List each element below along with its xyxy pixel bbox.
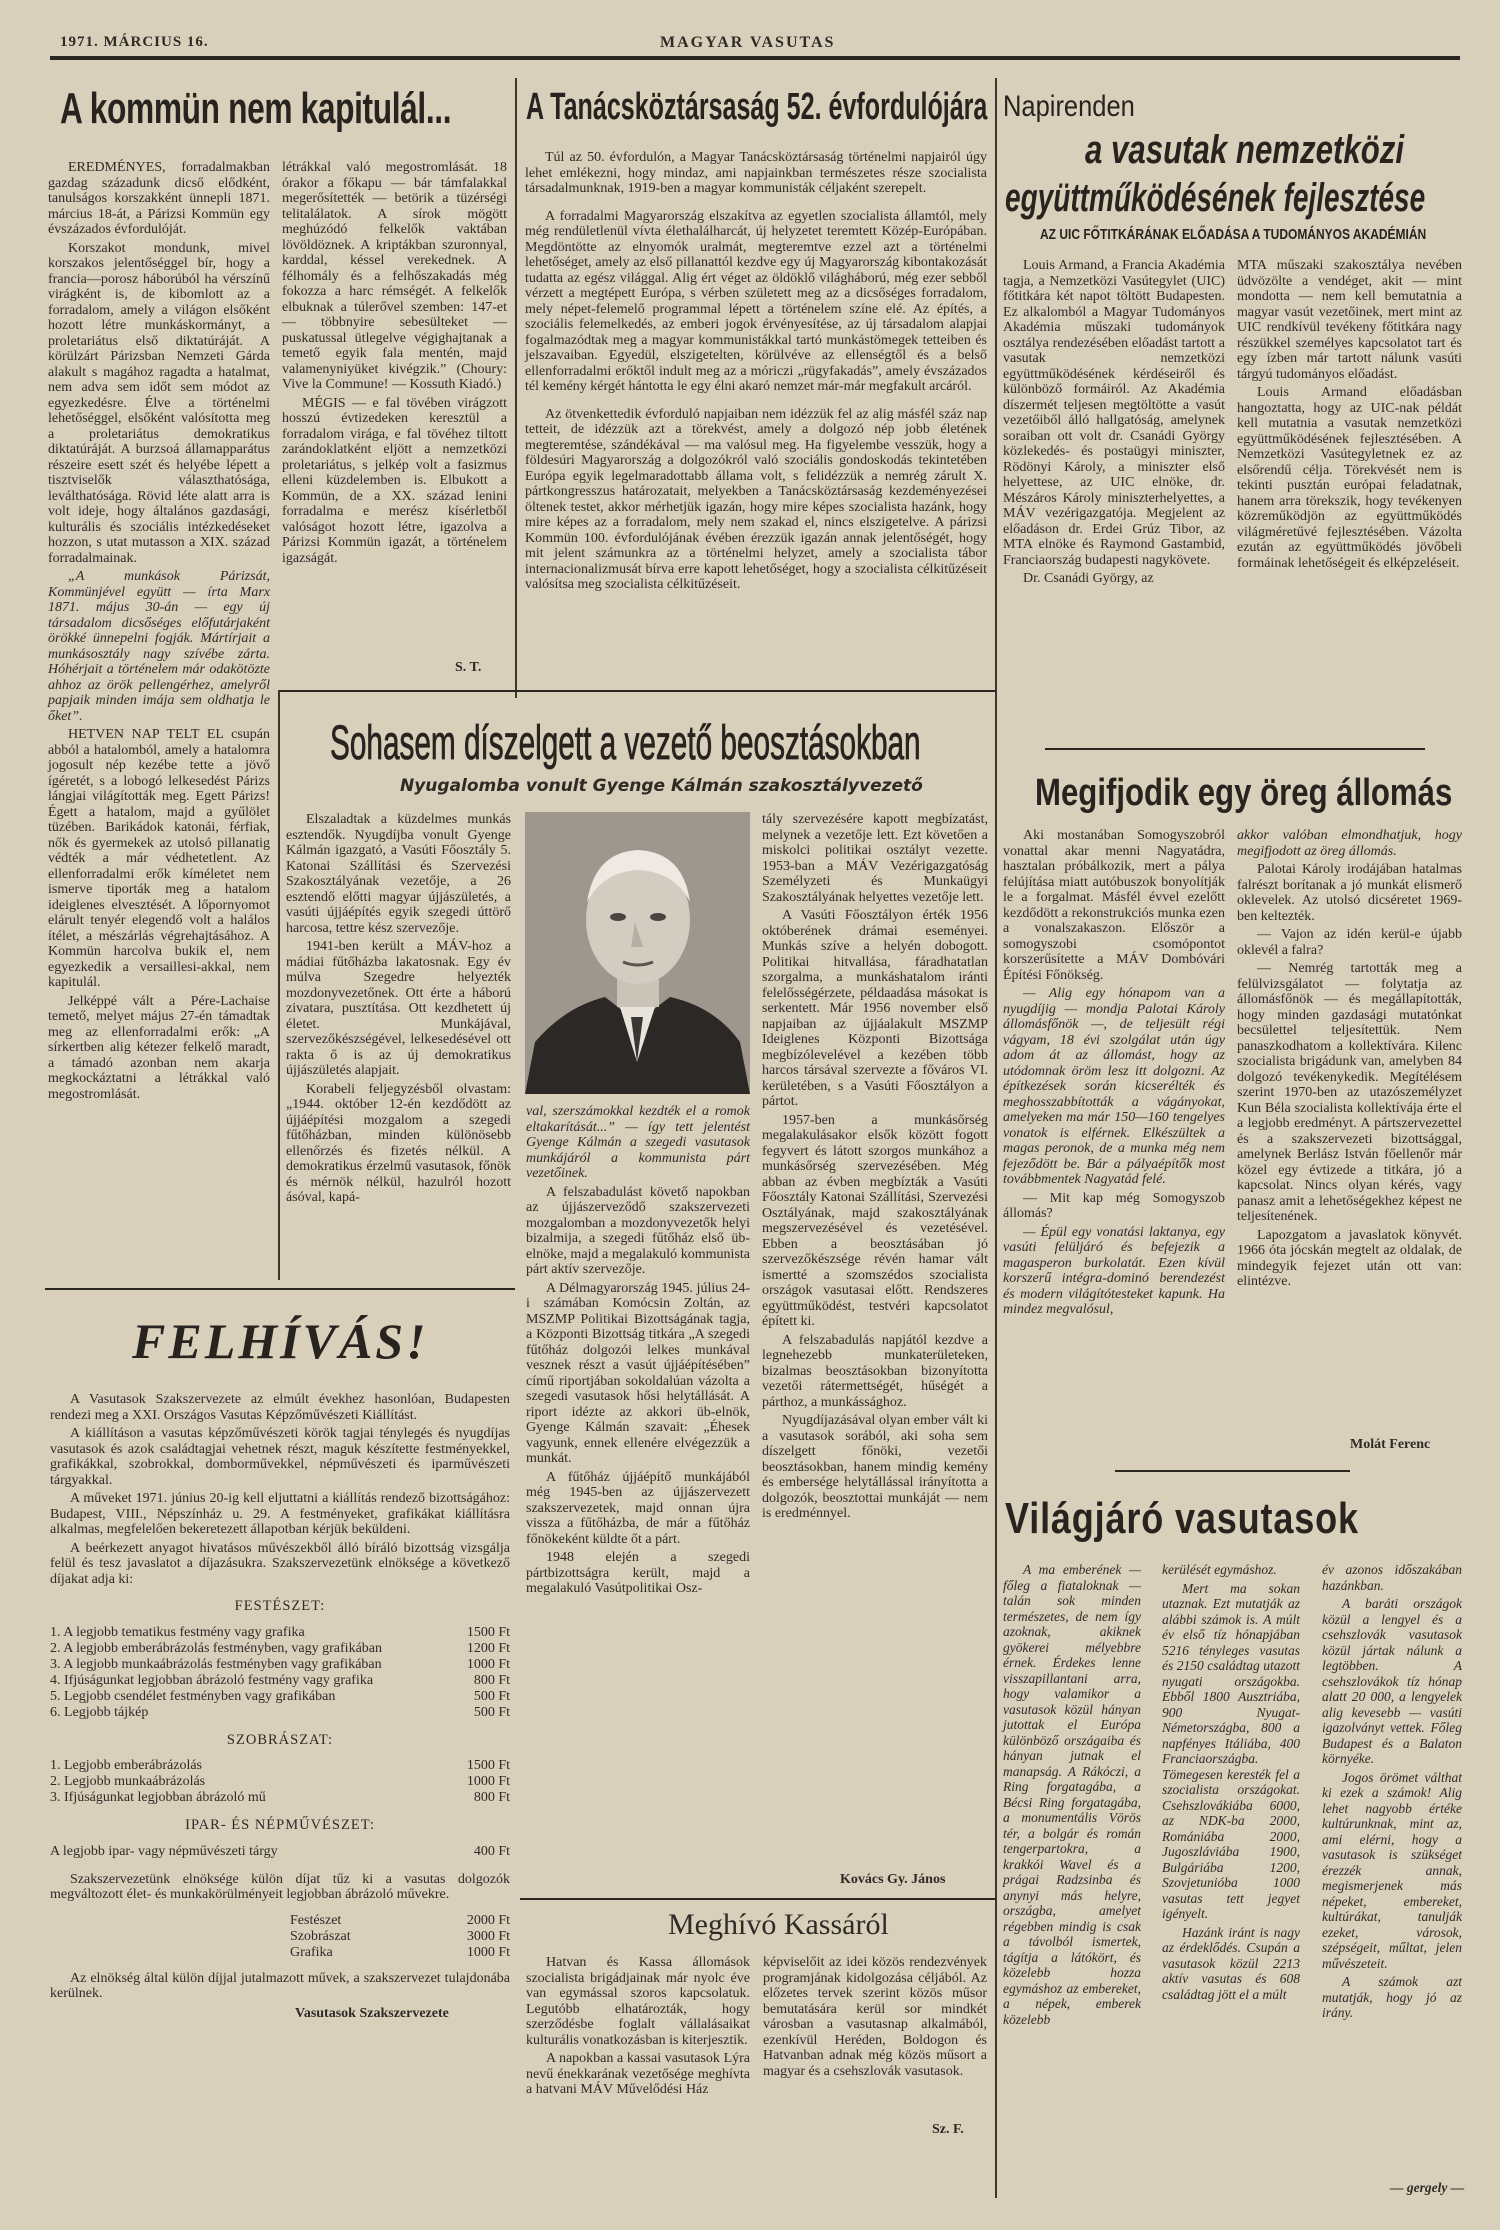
paragraph: HETVEN NAP TELT EL csupán abból a hatalomból, amely a hatalomra jogosult nép kezébe tette a jövő ígéretét, s a lobogó lelkesedést Párizs lángjai világították meg. Egett Párizs! Égett a hatalom, majd a gyűlölet tüzében. Barikádok katonái, férfiak, nők és gyermekek az utolsó pillanatig védték a már védhetetlent. Az ellenforradalmi erők kíméletet nem ismerve tiporták meg a hatalom ideiglenes elvesztését. A lőpornyomot elárult tenyér elegendő volt a halálos ítélet, a mészárlás végrehajtásához. A Kommün harcolva bukik el, nem egyezkedik a versaillesi-akkal, nem kapitulál. [48,727,270,990]
napirenden-headline-1: a vasutak nemzetközi [1085,128,1405,172]
paragraph: A Vasúti Főosztályon érték 1956 októberének drámai eseményei. Munkás szíve a helyén dobogott. Politikai hitvallása, fáradhatatlan szorgalma, a munkáshatalom iránti felelősségérzete, példaadása másokat is serkentett. Már 1956 november első napjaiban az újjáalakult MSZMP Ideiglenes Központi Bizottsága megbízólevelével a kezében több harcos társával szervezte a főváros VI. kerületében, s a Vasúti Főosztályon a pártot. [762,908,988,1109]
prize-amount: 1000 Ft [466,1774,510,1789]
prize-row [50,1689,510,1705]
paragraph: A számok azt mutatják, hogy jó az irány. [1322,1974,1462,2020]
prize-amount: 1000 Ft [466,1656,510,1672]
prize-amount: 1200 Ft [466,1640,510,1656]
prize-amount: 2000 Ft [466,1912,510,1928]
paragraph: Az ötvenkettedik évforduló napjaiban nem idézzük fel az alig másfél száz nap tetteit, de idézzük azt a törekvést, amely a dolgozó nép jobb életének megteremtése, szándékával — ma valósul meg. Ha figyelembe vesszük, hogy a földesúri Magyarország a dolgozókról való szociális gondoskodás tekintetében Európa egyik legelmaradottabb állama volt, s felidézzük a nemrég zárult X. pártkongresszus határozatait, melyekben a Tanácsköztársaság kezdeményezései öltenek testet, akkor mérhetjük igazán, hogy mire képes szocialista hazánk, hogy mire képes az a forradalom, mely nem szakad el, nincs elszigetelve. A párizsi Kommün 100. évfordulójának évében érezzük igazán annak jelentőségét, hogy mit jelent számunkra az a történelmi helyzet, amely a szocialista tábor internacionalizmusát bírva erre kapott lehetőséget, hogy a szocialista célkitűzéseit valósítsa meg szocialista célkitűzéseit. [525,406,987,592]
tanacs-body [525,150,987,596]
napirenden-headline-2: együttműködésének fejlesztése [1005,176,1426,220]
paragraph: 1957-ben a munkásőrség megalakulásakor elsők között fogott fegyvert és látott szorgos munkához a munkásőrség szervezésében. Még abban az évben megbízták a Vasúti Főosztály Katonai Szállítási, Szervezési Osztályának, majd szakosztályának megszervezésével és vezetésével. Ebben a beosztásában jó szervezőkészsége révén hamar vált ismertté a szomszédos szocialista országok vasutasai előtt. Rendszeres együttműködést, testvéri kapcsolatot épített ki. [762,1112,988,1329]
prize-row [50,1641,510,1657]
prize-amount: 500 Ft [473,1688,510,1704]
paragraph: A felszabadulás napjától kezdve a legnehezebb munkaterületeken, bizalmas beosztásokban bizonyította vezetői rátermettségét, hűségét a párthoz, a munkássághoz. [762,1332,988,1410]
paragraph: Szakszervezetünk elnöksége külön díjat tűz ki a vasutas dolgozók megváltozott élet- és munkakörülményeit legjobban ábrázoló művekre. [50,1871,510,1902]
prize-row [50,1705,510,1721]
prize-label: 4. Ifjúságunkat legjobban ábrázoló festmény vagy grafika [50,1672,374,1688]
paragraph: A műveket 1971. június 20-ig kell eljuttatni a kiállítás rendező bizottságához: Budapest, VIII., Népszínház u. 29. A festményeket, grafikákat kiállításra alkalmas, megfelelően bekeretezett állapotban kérjük beküldeni. [50,1491,510,1537]
felhivas-headline: FELHÍVÁS! [132,1313,429,1369]
prize-amount: 1500 Ft [466,1624,510,1640]
paragraph: A fűtőház újjáépítő munkájából még 1945-ben az újjászervezett szakszervezetek, majd onnan újra vissza a fűtőházba, de már a fűtőház főnökeként küldte őt a párt. [526,1469,750,1547]
prize-amount: 800 Ft [473,1790,510,1805]
megifjodik-column-1 [1003,828,1225,1321]
vilagjaro-column-1 [1003,1562,1141,2030]
felhivas-body [50,1392,510,2021]
prize-label: 3. A legjobb munkaábrázolás festményben vagy grafikában [50,1656,382,1672]
prize-row [50,1758,510,1774]
paragraph: val, szerszámokkal kezdték el a romok eltakarítását...” — így tett jelentést Gyenge Kálmán a szegedi vasutasok munkájáról a kommunista párt vezetőinek. [526,1104,750,1181]
prize-amount: 400 Ft [473,1843,510,1859]
paragraph: A beérkezett anyagot hivatásos művészekből álló bíráló bizottság vizsgálja felül és tesz javaslatot a díjazásukra. Szakszervezetünk elnöksége a következő díjakat adja ki: [50,1540,510,1587]
paragraph: — Vajon az idén kerül-e újabb oklevél a falra? [1237,927,1462,958]
festeszet-heading: FESTÉSZET: [234,1598,326,1614]
prize-label: 3. Ifjúságunkat legjobban ábrázoló mű [50,1790,266,1805]
prize-label: 1. Legjobb emberábrázolás [50,1758,202,1773]
meghivo-column-1 [526,1955,750,2101]
paragraph: — Épül egy vonatási laktanya, egy vasúti felüljáró és befejezik a magasperon burkolatát. Ezen kívül korszerű intégra-dominó berendezést és modern világítótesteket kapunk. Ha mindez megvalósul, [1003,1224,1225,1317]
column-divider [995,78,997,2198]
megifjodik-signature: Molát Ferenc [1350,1437,1431,1452]
napirenden-subhead: AZ UIC FŐTITKÁRÁNAK ELŐADÁSA A TUDOMÁNYOS AKADÉMIÁN [1040,226,1427,243]
paragraph: Jelképpé vált a Pére-Lachaise temető, melyet május 27-én támadtak meg az ellenforradalmi erők: „A sírkertben alig kétezer felkelő maradt, a támadó azonban nem akarja megkockáztatni a létrákkal való megostromlását. [48,993,270,1102]
paragraph: Mert ma sokan utaznak. Ezt mutatják az alábbi számok is. A múlt év első tíz hónapjában 5216 tényleges vasutas és 2150 családtag utazott nyugati országokba. Ebből 1800 Ausztriába, 900 Nyugat-Németországba, 800 a napfényes Itáliába, 400 Franciaországba. Tömegesen keresték fel a szocialista országokat. Csehszlovákiába 6000, az NDK-ba 2000, Romániába 2000, Jugoszláviába 1900, Bulgáriába 1200, Szovjetunióba 1000 vasutas tett jegyet igényelt. [1162,1580,1300,1921]
sohasem-headline: Sohasem díszelgett a vezető beosztásokban [330,717,921,770]
masthead-rule [50,56,1460,60]
paragraph: A kiállításon a vasutas képzőművészeti körök tagjai ténylegés és nyugdíjas vasutasok és azok családtagjai vehetnek részt, maguk készítette festményekkel, grafikákkal, szobrokkal, domborművekkel, népművészeti és iparművészeti tárgyakkal. [50,1426,510,1488]
prize-row [50,1790,510,1806]
paragraph: Louis Armand, a Francia Akadémia tagja, a Nemzetközi Vasútegylet (UIC) főtitkára két napot töltött Budapesten. Ez alkalomból a Magyar Tudományos Akadémia műszaki tudományok osztálya rendezésében előadást tartott a vasutak nemzetközi együttműködésének kérdéseiről és különböző formáiról. Az Akadémia díszermét teljesen megtöltötte a vasút vezetőiből álló hallgatóság, amelynek soraiban ott volt dr. Csanádi György közlekedés- és postaügyi miniszter, Rödönyi Károly, a miniszter első helyettese, az UIC elnöke, dr. Mészáros Károly miniszterhelyettes, a MÁV vezérigazgatója. Megjelent az előadáson dr. Erdei Grúz Tibor, az MTA elnöke és Raymond Gastambid, Franciaország budapesti nagykövete. [1003,258,1225,568]
portrait-photo [525,812,750,1094]
paragraph: képviselőit az idei közös rendezvények programjának kidolgozása céljából. Az előzetes tervek szerint közös műsor bemutatására kerül sor mindkét városban a vasutasnap alkalmából, ezenkívül Heréden, Boldogon és Hatvanban adnak még közös műsort a magyar és a csehszlovák vasutasok. [763,1955,987,2079]
paragraph: A ma emberének — főleg a fiataloknak — talán sok minden természetes, de nem így azoknak, akiknek gyökerei mélyebbre érnek. Érdekes lenne visszapillantani arra, hogy valamikor a vasutasok közül hányan jutottak el Európa különböző országaiba és hányan jutnak el manapság. A Rákóczi, a Ring forgatagába, a Bécsi Ring forgatagába, a monumentális Vörös tér, a bolgár és román tengerpartokra, a krakkói Wavel és a prágai Radzsinba és anynyi más helyre, országba, amelyet régebben mindig is csak a távolból ismertek, tágítja a látókört, és közelebb hozza egymáshoz az embereket, a népek, emberek közelebb [1003,1562,1141,2027]
prize-label: 6. Legjobb tájkép [50,1704,149,1720]
paragraph: akkor valóban elmondhatjuk, hogy megifjodott az öreg állomás. [1237,828,1462,859]
paragraph: — Mit kap még Somogyszob állomás? [1003,1190,1225,1221]
sohasem-column-1 [286,812,511,1209]
paragraph: kerülését egymáshoz. [1162,1562,1277,1577]
newspaper-title: MAGYAR VASUTAS [660,34,836,51]
issue-date: 1971. MÁRCIUS 16. [60,34,209,50]
kommun-column-1 [48,160,270,1105]
ipar-heading: IPAR- ÉS NÉPMŰVÉSZET: [185,1817,375,1833]
paragraph: év azonos időszakában hazánkban. [1322,1562,1462,1593]
box-rule-left [278,690,280,1280]
prize-amount: 800 Ft [473,1672,510,1688]
paragraph: Aki mostanában Somogyszobról vonattal akar menni Nagyatádra, hasztalan próbálkozik, mert a pálya felújítása miatt autóbuszok bonyolítják le a forgalmat. Másfél évvel ezelőtt kezdődött a rekonstrukciós munka ezen a vonalszakaszon. Először a somogyszobi csomópontot korszerűsítette a MÁV Dombóvári Építési Főnökség. [1003,828,1225,983]
paragraph: Hazánk iránt is nagy az érdeklődés. Csupán a vasutasok közül 2213 aktív vasutas és 608 családtag jött el a múlt [1162,1924,1300,2002]
box-rule-top [280,690,995,692]
paragraph: létrákkal való megostromlását. 18 órakor a főkapu — bár támfalakkal megerősítették — betörik a tüzérségi telitalálatok. A sírok mögött meghúzódó felkelők vaktában lövöldöznek. A kriptákban szuronnyal, karddal, késsel verekednek. A félhomály és a felhőszakadás még fokozza a harc rémségét. A felkelők elbuknak a túlerővel szemben: 147-et — többnyire sebesülteket — puskatussal ütlegelve végighajtanak a temető egyik fala mentén, majd valamenyniyüket kivégzik.” (Choury: Vive la Commune! — Kossuth Kiadó.) [282,160,507,392]
paragraph: 1948 elején a szegedi pártbizottságra került, majd a megalakuló Vasútpolitikai Osz- [526,1550,750,1596]
napirenden-column-1 [1003,258,1225,590]
prize-row [290,1929,510,1945]
kommun-signature: S. T. [455,660,482,675]
prize-row [290,1913,510,1929]
paragraph: EREDMÉNYES, forradalmakban gazdag századunk dicső elődként, tanulságos korszakként ünnepli 1871. március 18-át, a Párizsi Kommün egy évszázados évfordulóját. [48,160,270,237]
sohasem-subhead: Nyugalomba vonult Gyenge Kálmán szakosztályvezető [400,776,923,796]
prize-amount: 1500 Ft [466,1758,510,1773]
paragraph: MTA műszaki szakosztálya nevében üdvözölte a vendéget, akit — mint mondotta — nem kell bemutatnia a magyar vasút vezetőinek, mert mint az UIC rendkívül tevékeny főtitkára nagy részükkel személyes kapcsolatot tart és egy ízben már tartott nálunk vasúti tárgyú tudományos előadást. [1237,258,1462,382]
prize-row [50,1625,510,1641]
prize-amount: 1000 Ft [466,1944,510,1960]
sohasem-column-3 [762,812,988,1525]
paragraph: A Vasutasok Szakszervezete az elmúlt évekhez hasonlóan, Budapesten rendezi meg a XXI. Országos Vasutas Képzőművészeti Kiállítást. [50,1392,510,1423]
prize-label: Szobrászat [290,1928,351,1944]
paragraph: A forradalmi Magyarország elszakítva az egyetlen szocialista államtól, mely még rendületlenül vívta élethalálharcát, új helyzetet teremtett Közép-Európában. Megdöntötte az elnyomók uralmát, megteremtve ezzel azt a történelmi lehetőséget, amely az első pillanattól kezdve egy új Magyarország kibontakozását tudatta az egész világgal. Alig ért véget az öldöklő világháború, még ezer sebből vérzett a megtépett Európa, s vérben született meg az a dicsőséges forradalom, mely népet-felemelő programmal lépett a történelem színe elé. Az építés, a szociális felemelkedés, az emberi jogok érvényesítése, az új társadalom alapjai fogalmazódtak meg a magyar kommunistákkal tartó munkástömegek tetteiben és jelszavaiban. Egyedül, elszigetelten, körülvéve az ellenségtől és a belső ellenforradalmi erőktől indult meg az a móriczi „rügyfakadás”, amely évszázados tél kemény kérgét hántotta le egy élni akaró nemzet már-már megfakult arcáról. [525,208,987,394]
sohasem-signature: Kovács Gy. János [840,1872,946,1887]
felhivas-signature: Vasutasok Szakszervezete [295,2005,449,2021]
tanacs-headline: A Tanácsköztársaság 52. évfordulójára [526,86,988,128]
szobraszat-heading: SZOBRÁSZAT: [226,1731,334,1748]
prize-label: Grafika [290,1944,333,1960]
meghivo-column-2 [763,1955,987,2082]
napirenden-kicker: Napirenden [1003,90,1135,123]
vilagjaro-headline: Világjáró vasutasok [1005,1494,1359,1543]
paragraph: — Nemrég tartották meg a felülvizsgálatot — folytatja az állomásfőnök — és megállapították, hogy minden gazdasági mutatónkat becsülettel teljesítettük. Nem panaszkodhatom a kollektívára. Kilenc szocialista brigádunk van, amelyben 84 dolgozó tevékenykedik. Megítélésem szerint 1970-ben az utazószemélyzet Kun Béla szocialista kollektívája érte el a legjobb eredményt. A pártszervezettel és a szakszervezeti bizottsággal, amelynek Berlász István főellenőr már közel egy évtizede a titkára, jó a kapcsolat. Nincs olyan kérés, vagy panasz amit a lehetőségekhez képest ne teljesítenének. [1237,961,1462,1224]
paragraph: Korszakot mondunk, mivel korszakos jelentőséggel bír, hogy a francia—porosz háborúból ha vérszínű virágként is, de kibomlott az a forradalom, amely a világon elsőként hozott létre munkáskormányt, a proletariátus első diktatúráját. A körülzárt Párizsban Nemzeti Gárda alakult s magához ragadta a hatalmat, nem adva sem időt sem módot az egyezkedésre. Élve a történelmi lehetőséggel, elsőként valósította meg a proletariátus demokratikus diktatúráját. A burzsoá államapparátus részeire esett szét és helyébe lépett a tisztviselők választhatósága, leválthatósága. Rövid léte alatt arra is volt ideje, hogy általános gazdasági, kulturális és szociális intézkedéseket hozzon, s utat mutasson a XIX. század forradalmainak. [48,240,270,566]
special-prize-list [290,1913,510,1961]
paragraph: Jogos örömet válthat ki ezek a számok! Alig lehet nagyobb értéke kultúrunknak, mint az, ami elérni, hogy a vasutasok is szükséget érezzék annak, megismerjenek más népeket, embereket, kultúrákat, tanulják ezeket, városok, szépségeit, műltat, jelen művészeteit. [1322,1769,1462,1971]
prize-row [50,1774,510,1790]
paragraph: Hatvan és Kassa állomások szocialista brigádjainak már nyolc éve van egymással szoros kapcsolatuk. Legutóbb elhatározták, hogy szerződésbe foglalt vállalásaikat kulturális vonatkozásban is kiterjesztik. [526,1955,750,2048]
paragraph: — Alig egy hónapom van a nyugdíjig — mondja Palotai Károly állomásfőnök —, de teljesült régi vágyam, 18 évi szolgálat után úgy adom át az állomást, hogy az utódomnak öröm lesz itt dolgozni. Az építkezések során kicserélték és meghosszabbították a vágányokat, amelyeken ma már 150—160 tengelyes vonatok is elférnek. Elkészültek a magas peronok, de a munka még nem fejeződött be. Bár a pályaépítők most továbbmentek Nagyatád felé. [1003,986,1225,1187]
paragraph: Nyugdíjazásával olyan ember vált ki a vasutasok sorából, aki soha sem díszelgett főnöki, vezetői beosztásokban, hanem mindig kemény és embersége helytállással irányította a dolgozók, beosztottai munkáját — nem is eredménnyel. [762,1413,988,1521]
section-rule [1045,748,1425,750]
prize-label: Festészet [290,1912,342,1928]
paragraph: Korabeli feljegyzésből olvastam: „1944. október 12-én kezdődött az újjáépítési mozgalom a szegedi fűtőházban, minden különösebb ellenőrzés és fizetés nélkül. A demokratikus érzelmű vasutasok, főnök és mérnök nélkül, hazulról hozott ásóval, kapá- [286,1081,511,1205]
festeszet-prize-list [50,1625,510,1721]
prize-label: 2. A legjobb emberábrázolás festményben, vagy grafikában [50,1640,382,1656]
paragraph: Louis Armand előadásban hangoztatta, hogy az UIC-nak példát kell mutatnia a vasutak nemzetközi együttműködésének fejlesztésében. A Nemzetközi Vasútegyletnek ez az elsőrendű célja. Törekvését nem is tekinti pusztán európai feladatnak, hanem arra törekszik, hogy tevékenyen közreműködjön az együttműködés világméretűvé fejlesztésében. Vázolta ezután az együttműködés jövőbeli formáinak lehetőségeit és elképzeléseit. [1237,385,1462,571]
prize-row [290,1945,510,1961]
portrait-icon [525,812,750,1094]
prize-row [50,1673,510,1689]
megifjodik-column-2 [1237,828,1462,1293]
paragraph: MÉGIS — e fal tövében virágzott hosszú évtizedeken keresztül a forradalom virága, e fal tövéhez tiltott zarándoklatként eljött a nemzetközi proletariátus, s jelkép volt a fasizmus elleni küzdelemben is. Elbukott a Kommün, de a XX. század lenini forradalma e merész kísérletből valóságot hozott létre, igazolva a Párizsi Kommün igazát, a történelem igazságát. [282,395,507,566]
kommun-headline: A kommün nem kapitulál... [60,84,452,133]
section-rule [45,1288,515,1290]
paragraph: A napokban a kassai vasutasok Lýra nevű énekkarának vezetősége meghívta a hatvani MÁV Művelődési Ház [526,2051,750,2097]
prize-row [50,1844,510,1860]
section-rule [1115,1470,1350,1472]
paragraph: A felszabadulást követő napokban az újjászerveződő szakszervezeti mozgalomban a mozdonyvezetők helyi bizalmija, a szegedi fűtőház első üb-elnöke, majd a megalakuló kommunista párt aktív szervezője. [526,1184,750,1277]
paragraph: A Délmagyarország 1945. július 24-i számában Komócsin Zoltán, az MSZMP Politikai Bizottságának tagja, a Központi Bizottság titkára „A szegedi fűtőház dolgozói lelkes munkával vesznek részt a vasút újjáépítésében” című riportjában sokoldalúan vázolta a szegedi vasutasok hősi helytállását. A riport idézte az akkori üb-elnök, Gyenge Kálmán szavait: „Éhesek vagyunk, ennek ellenére elvégezzük a munkát. [526,1280,750,1466]
meghivo-headline: Meghívó Kassáról [668,1908,889,1941]
paragraph: Lapozgatom a javaslatok könyvét. 1966 óta jócskán megtelt az oldalak, de mindegyik fejezet után ott van: elintézve. [1237,1227,1462,1289]
paragraph: Elszaladtak a küzdelmes munkás esztendők. Nyugdíjba vonult Gyenge Kálmán igazgató, a Vasúti Főosztály 5. Katonai Szállítási és Szervezési Szakosztályának vezetője, a 26 esztendő előtti magyar újjászületés, a vasúti újjáépítés egyik szegedi úttörő harcosa, tettre kész szervezője. [286,812,511,936]
vilagjaro-column-3 [1322,1562,1462,2024]
prize-row [50,1657,510,1673]
paragraph: Dr. Csanádi György, az [1023,571,1154,586]
paragraph: tály szervezésére kapott megbízatást, melynek a vezetője lett. Ezt követően a miskolci politikai osztályt vezette. 1953-ban a MÁV Vezérigazgatóság Személyzeti és Munkaügyi Szakosztályának helyettes vezetője lett. [762,812,988,905]
paragraph: „A munkások Párizsát, Kommünjével együtt — írta Marx 1871. május 30-án — egy új társadalom dicsőséges előfutárjaként örökké ünnepelni fogják. Mártírjait a munkásosztály nagy szívébe zárta. Hóhérjait a történelem már odakötözte ahhoz az örök pellengérhez, amelyről papjaik minden imája sem oldhatja le őket”. [48,569,270,724]
napirenden-column-2 [1237,258,1462,574]
megifjodik-headline: Megifjodik egy öreg állomás [1035,772,1453,814]
meghivo-signature: Sz. F. [932,2122,964,2137]
paragraph: Túl az 50. évfordulón, a Magyar Tanácsköztársaság történelmi napjairól úgy lehet emlékezni, hogy mindaz, ami napjainkban természetes része szocialista társadalmunknak, 1919-ben a magyar kommunisták céljaként szerepelt. [525,150,987,196]
column-divider [515,78,517,698]
prize-label: 5. Legjobb csendélet festményben vagy grafikában [50,1688,336,1704]
prize-label: 2. Legjobb munkaábrázolás [50,1774,206,1789]
sohasem-column-2 [526,1104,750,1600]
kommun-column-2 [282,160,507,569]
paragraph: 1941-ben került a MÁV-hoz a mádiai fűtőházba lakatosnak. Egy év múlva Szegedre helyezték mozdonyvezetőnek. Ott érte a háború zivatara, pusztítása. Ott kezdhetett új életet. Munkájával, szervezőkészségével, lelkesedésével ott rakta ő is az új demokratikus újjászületés alapjait. [286,939,511,1078]
paragraph: A baráti országok közül a lengyel és a csehszlovák vasutasok közül jártak nálunk a legtöbben. A csehszlovákok tíz hónap alatt 20 000, a lengyelek alig kevesebb — vasúti igazolványt vettek. Főleg Budapest és a Balaton környéke. [1322,1596,1462,1766]
paragraph: Palotai Károly irodájában hatalmas falrészt borítanak a jó munkát elismerő oklevelek. Az utolsó dicséretet 1969-ben keltezték. [1237,862,1462,924]
prize-label: A legjobb ipar- vagy népművészeti tárgy [50,1843,278,1859]
prize-label: 1. A legjobb tematikus festmény vagy grafika [50,1624,305,1640]
prize-amount: 500 Ft [473,1704,510,1720]
prize-amount: 3000 Ft [466,1928,510,1944]
vilagjaro-signature: — gergely — [1390,2180,1465,2195]
section-rule [520,1898,995,1900]
vilagjaro-column-2 [1162,1562,1300,2005]
paragraph: Az elnökség által külön díjjal jutalmazott művek, a szakszervezet tulajdonába kerülnek. [50,1970,510,2001]
